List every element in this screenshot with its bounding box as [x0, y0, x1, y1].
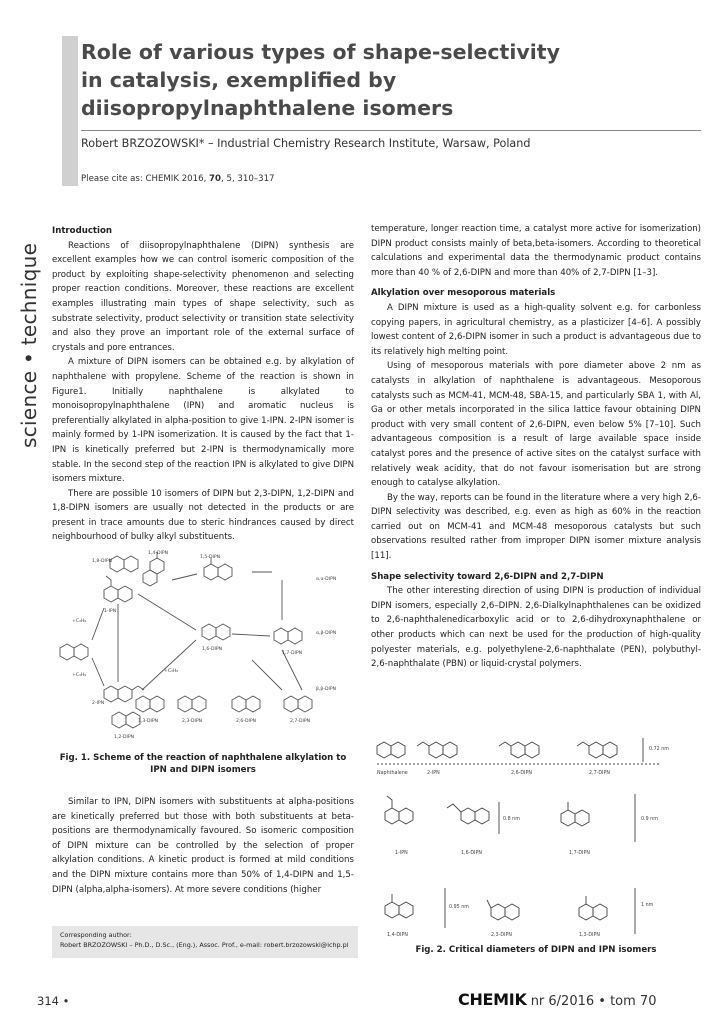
title-accent-bar: [62, 36, 78, 186]
fig1-label-c3h6c: +C₃H₆: [164, 669, 179, 674]
fig2-label-2ipn: 2-IPN: [427, 771, 440, 776]
right-column: [371, 222, 701, 672]
intro-heading: Introduction: [52, 226, 113, 236]
fig1-label-c3h6a: +C₃H₆: [72, 619, 87, 624]
fig2-label-23: 2,3-DIPN: [491, 933, 512, 938]
fig1-label-2ipn: 2-IPN: [92, 701, 105, 706]
figure-2-caption: Fig. 2. Critical diameters of DIPN and IPN isomers: [415, 945, 657, 955]
fig2-label-072: 0.72 nm: [649, 747, 669, 752]
fig2-label-naph: Naphthalene: [377, 771, 408, 776]
fig1-label-c3h6b: +C₃H₆: [72, 673, 87, 678]
corr-label: Corresponding author:: [60, 931, 132, 939]
page-number: 314 •: [37, 994, 70, 1008]
section-label: science • technique: [17, 242, 41, 448]
article-title: Role of various types of shape-selectivity in catalysis, exemplified by diisopropylnaphthalene isomers: [81, 40, 560, 120]
journal-footer: [458, 990, 656, 1009]
corr-text: Robert BRZOZOWSKI – Ph.D., D.Sc., (Eng.), Assoc. Prof., e-mail: robert.brzozowski@ichp.pl: [60, 941, 349, 949]
intro-paragraph-1: Reactions of diisopropylnaphthalene (DIPN) synthesis are excellent examples how we can control isomeric composition of the product by exploiting shape-selectivity phenomenon and selecting proper reaction conditions. Moreover, these reactions are excellent examples illustrating main types of shape selectivity, such as substrate selectivity, product selectivity or transition state selectivity and also they prove an important role of the external surface of crystals and pore entrances.: [52, 240, 354, 353]
fig2-label-13: 1,3-DIPN: [579, 933, 600, 938]
fig2-label-14: 1,4-DIPN: [387, 933, 408, 938]
paragraph-5: A DIPN mixture is used as a high-quality solvent e.g. for carbonless copying papers, in agricultural chemistry, as a plasticizer [4–6]. A possibly lowest content of 2,6-DIPN isomer in such a product is advantageous due to its relatively high melting point.: [371, 302, 701, 357]
journal-brand: CHEMIK: [458, 990, 527, 1009]
fig1-label-aa: α,α-DIPN: [316, 577, 337, 582]
fig2-label-095: 0.95 nm: [449, 905, 469, 910]
fig1-label-27: 2,7-DIPN: [290, 719, 311, 724]
title-divider: [81, 130, 701, 131]
intro-paragraph-3: There are possible 10 isomers of DIPN but 2,3-DIPN, 1,2-DIPN and 1,8-DIPN isomers are usually not detected in the products or are present in trace amounts due to steric hindrances caused by direct neighbourhood of bulky alkyl substituents.: [52, 488, 354, 543]
fig1-label-bb: β,β-DIPN: [316, 687, 337, 692]
fig2-label-1: 1 nm: [641, 903, 654, 908]
fig1-label-23: 2,3-DIPN: [182, 719, 203, 724]
fig1-label-26: 2,6-DIPN: [236, 719, 257, 724]
fig2-label-17: 1,7-DIPN: [569, 851, 590, 856]
heading-shape-selectivity: Shape selectivity toward 2,6-DIPN and 2,7-DIPN: [371, 571, 604, 582]
fig1-label-13: 1,3-DIPN: [138, 719, 159, 724]
fig2-label-08: 0.8 nm: [503, 817, 520, 822]
paragraph-7: By the way, reports can be found in the literature where a very high 2,6-DIPN selectivity was described, e.g. even as high as 60% in the reaction carried out on MCM-41 and MCM-48 mesoporous catalysts but such observations resulted rather from improper DIPN isomer mixture analysis [11].: [371, 492, 701, 562]
author-line: Robert BRZOZOWSKI* – Industrial Chemistry Research Institute, Warsaw, Poland: [81, 137, 531, 150]
fig2-label-16: 1,6-DIPN: [461, 851, 482, 856]
fig1-label-14: 1,4-DIPN: [148, 551, 169, 556]
fig2-label-09: 0.9 nm: [641, 817, 658, 822]
figure-1-scheme: [52, 540, 354, 745]
fig2-label-26: 2,6-DIPN: [511, 771, 532, 776]
fig1-label-16: 1,6-DIPN: [202, 647, 223, 652]
left-column-bottom: [52, 795, 354, 897]
citation-line: Please cite as: CHEMIK 2016, 70, 5, 310–317: [81, 174, 275, 184]
fig1-label-ab: α,β-DIPN: [316, 631, 337, 636]
figure-1-caption: Fig. 1. Scheme of the reaction of naphthalene alkylation to IPN and DIPN isomers: [59, 753, 347, 775]
corresponding-author-box: [52, 926, 358, 958]
fig1-label-1ipn: 1-IPN: [104, 609, 117, 614]
paragraph-4: Similar to IPN, DIPN isomers with substituents at alpha-positions are kinetically preferred but those with both substituents at beta-positions are thermodynamically favoured. So isomeric composition of DIPN mixture can be controlled by the selection of proper alkylation conditions. A kinetic product is formed at mild conditions and the DIPN mixture contains more than 50% of 1,4-DIPN and 1,5-DIPN (alpha,alpha-isomers). At more severe conditions (higher: [52, 797, 354, 895]
paragraph-6: Using of mesoporous materials with pore diameter above 2 nm as catalysts in alkylation of naphthalene is advantageous. Mesoporous catalysts such as MCM-41, MCM-48, SBA-15, and particularly SBA 1, with Al, Ga or other metals incorporated in the silica lattice favour obtaining DIPN product with very small content of 2,6-DIPN, even below 5% [7–10]. Such advantageous composition is a result of large available space inside catalyst pores and the presence of active sites on the catalyst surface with relatively weak acidity, that do not favour isomerisation but are strong enough to catalyse alkylation.: [371, 361, 701, 489]
fig1-label-15: 1,5-DIPN: [200, 555, 221, 560]
left-column-top: [52, 224, 354, 545]
intro-paragraph-2: A mixture of DIPN isomers can be obtained e.g. by alkylation of naphthalene with propylene. Scheme of the reaction is shown in Figure1. Initially naphthalene is alkylated to monoisopropylnaphthalene (IPN) and aromatic nucleus is preferentially alkylated in alpha-position to give 1-IPN. 2-IPN isomer is mainly formed by 1-IPN isomerization. It is caused by the fact that 1-IPN is kinetically preferred but 2-IPN is thermodynamically more stable. In the second step of the reaction IPN is alkylated to give DIPN isomers mixture.: [52, 357, 354, 485]
fig1-label-18: 1,8-DIPN: [92, 559, 113, 564]
paragraph-8: The other interesting direction of using DIPN is production of individual DIPN isomers, especially 2,6–DIPN. 2,6-Dialkylnaphthalenes can be oxidized to 2,6-naphthalenedicarboxylic acid or to 2,6-dihydroxynaphthalene or other products which can next be used for the production of high-quality polyester materials, e.g. polyethylene-2,6-naphthalate (PEN), polybuthyl-2,6-naphthalate (PBN) or liquid-crystal polymers.: [371, 586, 701, 670]
figure-2-diameters: [371, 728, 701, 940]
fig2-label-27: 2,7-DIPN: [589, 771, 610, 776]
fig1-label-12: 1,2-DIPN: [114, 735, 135, 740]
paragraph-continued: temperature, longer reaction time, a catalyst more active for isomerization) DIPN product consists mainly of beta,beta-isomers. According to theoretical calculations and experimental data the thermodynamic product contains more than 40 % of 2,6-DIPN and more than 40% of 2,7-DIPN [1–3].: [371, 224, 701, 278]
fig2-label-1ipn: 1-IPN: [395, 851, 408, 856]
heading-alkylation: Alkylation over mesoporous materials: [371, 288, 556, 299]
issue-info: nr 6/2016 • tom 70: [530, 994, 657, 1009]
fig1-label-17: 1,7-DIPN: [282, 651, 303, 656]
